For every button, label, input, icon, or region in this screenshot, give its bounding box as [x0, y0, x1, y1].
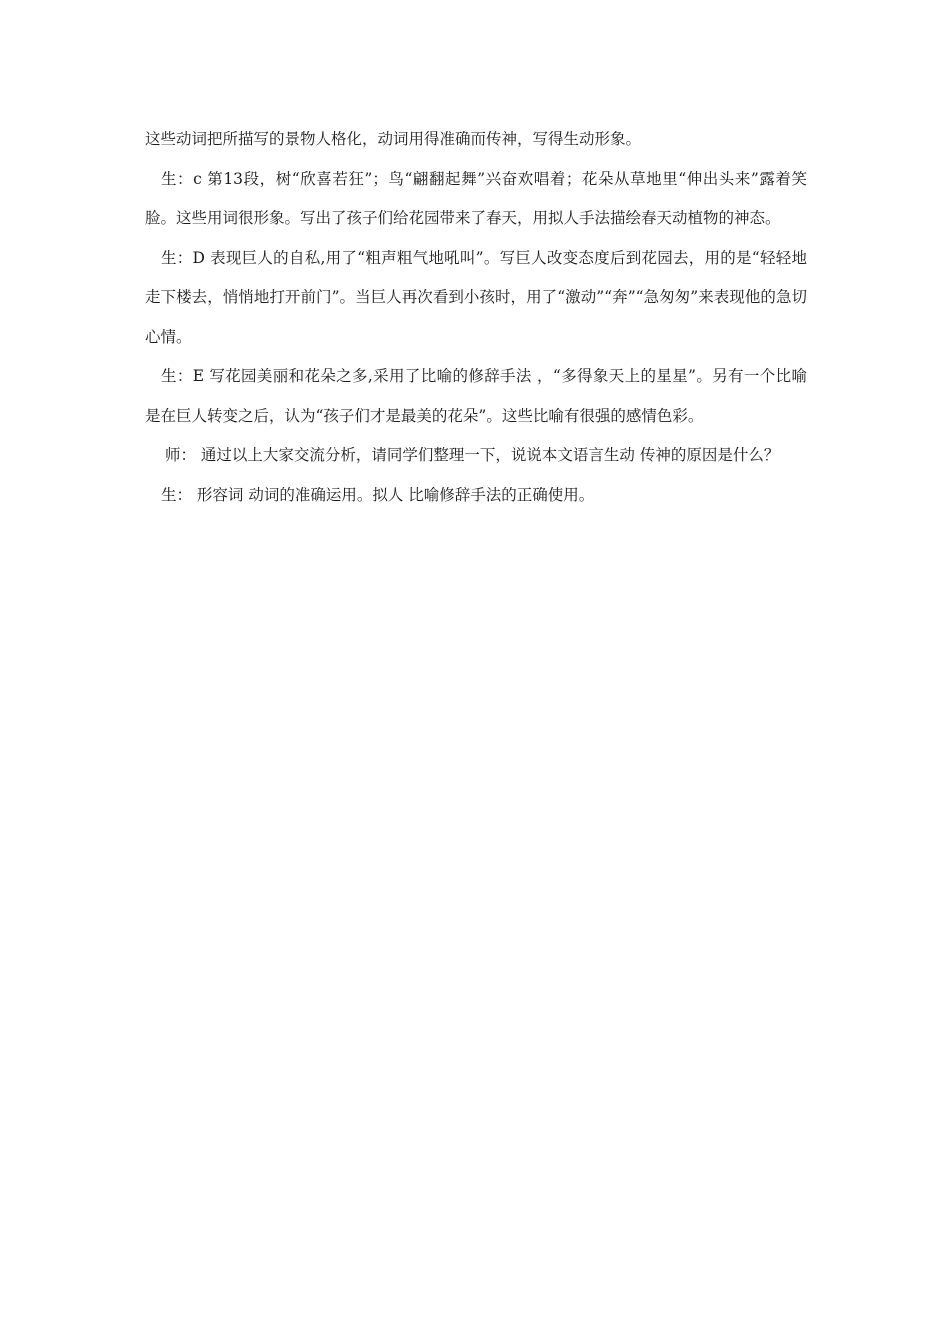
paragraph-student-d: 生：D 表现巨人的自私,用了“粗声粗气地吼叫”。写巨人改变态度后到花园去，用的是“轻轻地走下楼去，悄悄地打开前门”。当巨人再次看到小孩时，用了“激动”“奔”“急匆匆”来表现他的急切心情。	[145, 248, 807, 346]
paragraph-student-answer: 生： 形容词 动词的准确运用。拟人 比喻修辞手法的正确使用。	[161, 485, 595, 504]
paragraph-verbs-summary: 这些动词把所描写的景物人格化，动词用得准确而传神，写得生动形象。	[145, 130, 642, 148]
paragraph-teacher-question: 师： 通过以上大家交流分析，请同学们整理一下，说说本文语言生动 传神的原因是什么？	[165, 446, 780, 464]
paragraph-student-c: 生：c 第13段，树“欣喜若狂”；鸟“翩翻起舞”兴奋欢唱着；花朵从草地里“伸出头来”露着笑脸。这些用词很形象。写出了孩子们给花园带来了春天，用拟人手法描绘春天动植物的神态。	[145, 169, 807, 227]
document-body	[145, 120, 807, 515]
paragraph-student-e: 生：E 写花园美丽和花朵之多,采用了比喻的修辞手法 ，“多得象天上的星星”。另有一个比喻是在巨人转变之后，认为“孩子们才是最美的花朵”。这些比喻有很强的感情色彩。	[145, 367, 807, 425]
